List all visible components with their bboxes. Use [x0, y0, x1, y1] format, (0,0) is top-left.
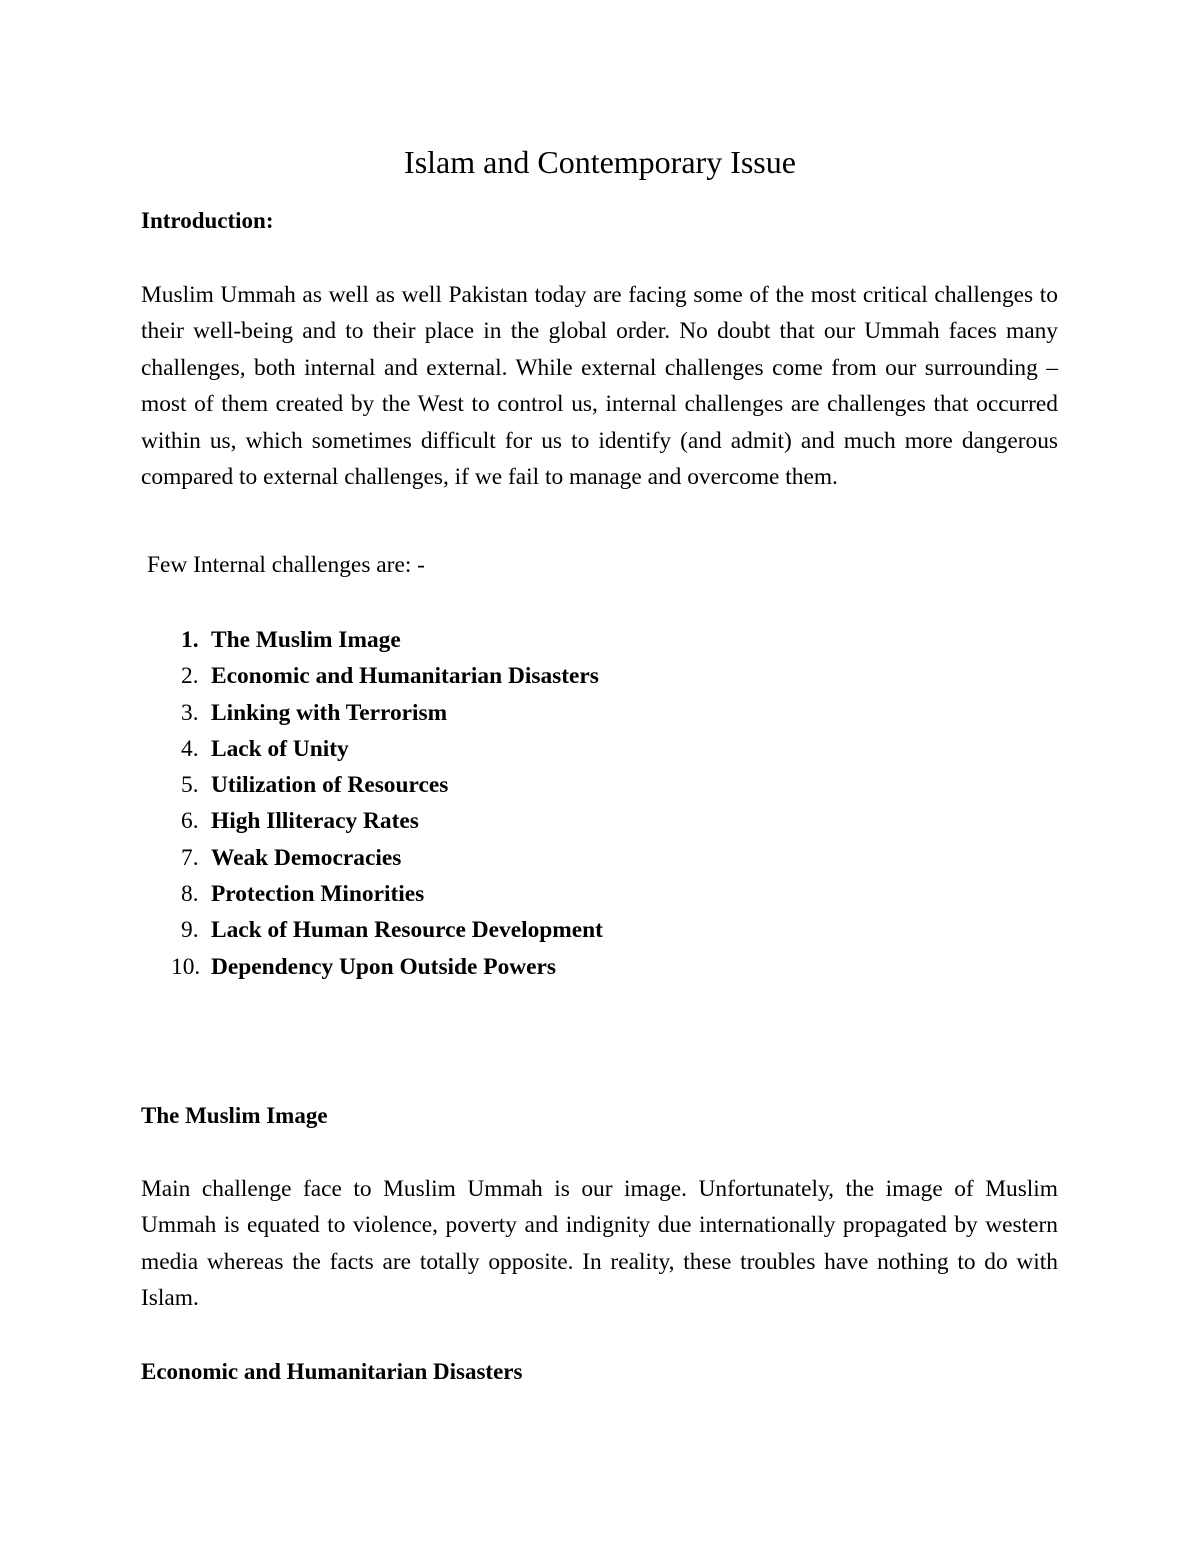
- list-item-number: 5.: [181, 772, 199, 799]
- list-item-number: 2.: [181, 663, 199, 690]
- list-item: [141, 840, 603, 876]
- list-item: [141, 803, 603, 839]
- list-item: [141, 767, 603, 803]
- list-item: [141, 658, 603, 694]
- list-item: [141, 912, 603, 948]
- section-paragraph-muslim-image: Main challenge face to Muslim Ummah is our image. Unfortunately, the image of Muslim Ummah is equated to violence, poverty and indignity due internationally propagated by western media whereas the facts are totally opposite. In reality, these troubles have nothing to do with Islam.: [141, 1176, 1058, 1312]
- list-item-number: 1.: [181, 627, 199, 653]
- list-item-label: Utilization of Resources: [211, 772, 449, 799]
- challenges-list: [141, 622, 603, 985]
- list-item-label: Weak Democracies: [211, 844, 402, 871]
- list-item: [141, 695, 603, 731]
- list-item-label: High Illiteracy Rates: [211, 808, 419, 835]
- list-item: [141, 622, 603, 658]
- list-item-label: Lack of Unity: [211, 735, 349, 762]
- list-item-label: The Muslim Image: [211, 627, 401, 653]
- list-item-number: 4.: [181, 735, 199, 762]
- list-intro: Few Internal challenges are: -: [147, 552, 425, 578]
- list-item-number: 9.: [181, 917, 199, 944]
- list-item-label: Economic and Humanitarian Disasters: [211, 663, 599, 690]
- list-item: [141, 731, 603, 767]
- document-title: Islam and Contemporary Issue: [404, 144, 796, 180]
- list-item-label: Linking with Terrorism: [211, 699, 448, 726]
- section-heading-muslim-image: The Muslim Image: [141, 1103, 328, 1128]
- list-item: [141, 949, 603, 985]
- list-item-label: Lack of Human Resource Development: [211, 917, 603, 944]
- list-item-number: 6.: [181, 808, 199, 835]
- list-item: [141, 876, 603, 912]
- section-heading-economic-disasters: Economic and Humanitarian Disasters: [141, 1359, 523, 1384]
- list-item-label: Dependency Upon Outside Powers: [211, 953, 557, 980]
- list-item-number: 3.: [181, 699, 199, 726]
- introduction-heading: Introduction:: [141, 208, 274, 233]
- list-item-number: 10.: [171, 953, 201, 980]
- list-item-number: 8.: [181, 881, 199, 908]
- list-item-number: 7.: [181, 844, 199, 871]
- list-item-label: Protection Minorities: [211, 881, 425, 908]
- introduction-paragraph: Muslim Ummah as well as well Pakistan today are facing some of the most critical challenges to their well-being and to their place in the global order. No doubt that our Ummah faces many challenges, both internal and external. While external challenges come from our surrounding – most of them created by the West to control us, internal challenges are challenges that occurred within us, which sometimes difficult for us to identify (and admit) and much more dangerous compared to external challenges, if we fail to manage and overcome them.: [141, 282, 1058, 491]
